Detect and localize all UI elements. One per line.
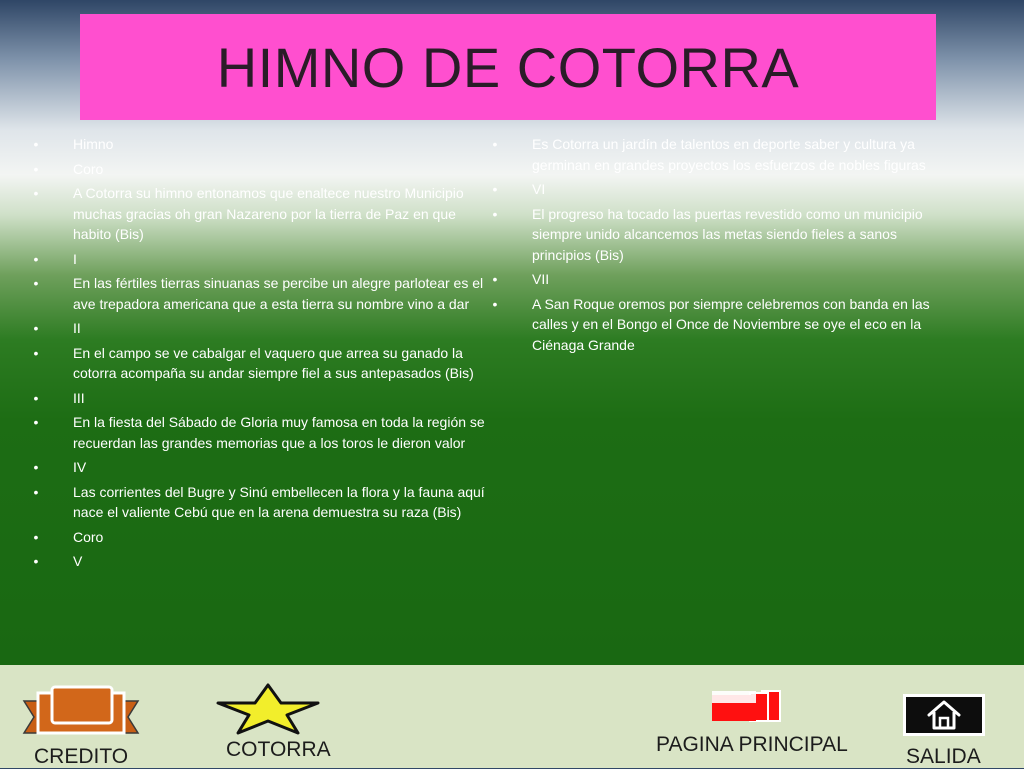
bullet-icon: • [492,181,498,197]
title-banner [80,14,936,120]
right-column-item-text: El progreso ha tocado las puertas revestido como un municipio siempre unido alcancemos las metas siendo fieles a sanos principios (Bis) [532,205,923,263]
bottom-navigation-bar [0,665,1024,768]
right-column-item-text: A San Roque oremos por siempre celebremos con banda en las calles y en el Bongo el Once de Noviembre se oye el eco en la Ciénaga Grande [532,295,930,353]
right-column-item-text: VI [532,181,546,197]
bullet-icon: • [33,459,39,475]
bullet-icon: • [33,320,39,336]
bullet-icon: • [33,275,39,291]
bullet-icon: • [492,295,498,312]
bullet-icon: • [492,136,498,152]
bullet-icon: • [33,160,39,177]
right-column-item [489,204,954,266]
left-column-item [30,482,492,523]
right-column-list [489,134,954,359]
cotorra-button[interactable] [214,683,322,735]
star-icon [214,683,322,735]
bullet-icon: • [33,185,39,201]
salida-label[interactable]: SALIDA [906,745,981,768]
slide-title: HIMNO DE COTORRA [216,35,800,99]
left-column-item-text: Coro [73,528,104,545]
right-column-item [489,269,954,290]
back-icon [710,687,784,727]
left-column-item-text: En el campo se ve cabalgar el vaquero que arrea su ganado la cotorra acompaña su andar siempre fiel a sus antepasados (Bis) [73,344,474,381]
left-column-item [30,159,492,180]
credito-button[interactable] [20,683,142,743]
left-column-item-text: II [73,320,81,336]
left-column-item-text: Himno [73,136,114,152]
bullet-icon: • [33,136,39,152]
right-column-item [489,294,954,356]
credito-icon [20,683,142,743]
left-column-item [30,273,492,314]
home-icon [927,700,961,730]
bullet-icon: • [492,205,498,222]
bullet-icon: • [33,414,39,430]
bullet-icon: • [33,528,39,545]
bullet-icon: • [33,553,39,569]
left-column-item [30,388,492,409]
left-column-item-text: III [73,389,85,406]
bullet-icon: • [33,344,39,361]
right-column-item [489,179,954,200]
left-column-item [30,551,492,572]
left-column-item [30,183,492,245]
left-column-item [30,318,492,339]
salida-button[interactable] [903,694,985,736]
credito-label[interactable]: CREDITO [34,745,129,768]
left-column-item-text: Las corrientes del Bugre y Sinú embellecen la flora y la fauna aquí nace el valiente Cebú que en la arena demuestra su raza (Bis) [73,483,485,520]
left-column-item [30,343,492,384]
left-column-item-text: IV [73,459,87,475]
right-column-item-text: Es Cotorra un jardín de talentos en deporte saber y cultura ya germinan en grandes proyectos los esfuerzos de nobles figuras [532,136,926,173]
pagina-principal-button[interactable] [710,687,784,727]
left-column-item-text: V [73,553,83,569]
cotorra-label[interactable]: COTORRA [226,738,331,761]
right-column-item-text: VII [532,271,550,287]
pagina-principal-label[interactable]: PAGINA PRINCIPAL [656,733,848,756]
left-column-item [30,134,492,155]
left-column-item-text: En la fiesta del Sábado de Gloria muy famosa en toda la región se recuerdan las grandes memorias que a los toros le dieron valor [73,414,485,451]
left-column-item-text: A Cotorra su himno entonamos que enaltece nuestro Municipio muchas gracias oh gran Nazareno por la tierra de Paz en que habito (Bis) [73,185,464,242]
bullet-icon: • [33,483,39,500]
left-column-item [30,412,492,453]
right-column-item [489,134,954,175]
left-column-item [30,457,492,478]
bullet-icon: • [492,271,498,287]
left-column-item-text: Coro [73,160,104,177]
left-column-item-text: En las fértiles tierras sinuanas se percibe un alegre parlotear es el ave trepadora americana que a esta tierra su nombre vino a dar [73,275,484,312]
bullet-icon: • [33,389,39,406]
left-column-item-text: I [73,250,77,267]
left-column-item [30,249,492,270]
bullet-icon: • [33,250,39,267]
left-column-list [30,134,492,576]
left-column-item [30,527,492,548]
